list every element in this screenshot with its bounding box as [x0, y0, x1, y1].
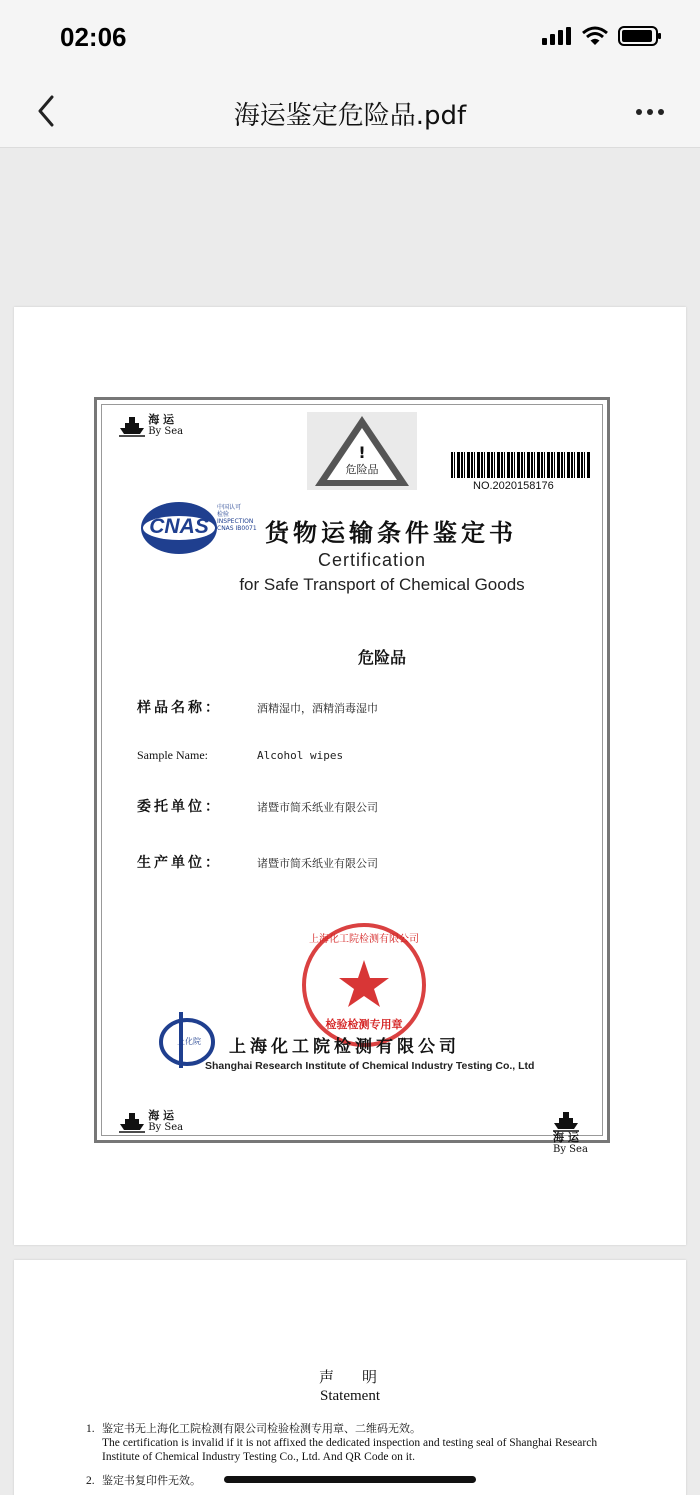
home-indicator[interactable] — [224, 1476, 476, 1483]
hazard-label: 危险品 — [345, 463, 379, 476]
seal-text-bottom: 检验检测专用章 — [325, 1018, 403, 1031]
pdf-page-1[interactable] — [14, 307, 686, 1245]
official-seal — [299, 920, 429, 1050]
nav-bar — [0, 75, 700, 148]
ship-icon — [119, 1111, 145, 1133]
hazard-warning-sign — [307, 412, 417, 490]
field-label-sample-name-en: Sample Name: — [137, 748, 208, 762]
barcode-number: NO.2020158176 — [473, 480, 554, 492]
corner-by-sea-bottom-left: 海 运 By Sea — [119, 1110, 183, 1134]
field-value-sample-name-cn: 酒精湿巾，酒精消毒湿巾 — [257, 702, 378, 715]
back-button[interactable] — [28, 93, 64, 129]
statement-item-cn: 鉴定书复印件无效。 — [102, 1474, 201, 1487]
statement-item-en: The certification is invalid if it is not affixed the dedicated inspection and testing seal of Shanghai Research Institute of Chemical Industry Testing Co., Ltd. And QR Code on it. — [102, 1437, 598, 1463]
pdf-page-2[interactable] — [14, 1260, 686, 1495]
statement-title-en: Statement — [320, 1388, 380, 1404]
status-icons — [542, 26, 662, 46]
field-value-sample-name-en: Alcohol wipes — [257, 749, 344, 762]
certificate-title-cn: 货物运输条件鉴定书 — [265, 518, 517, 547]
status-bar — [0, 0, 700, 75]
hazard-heading: 危险品 — [357, 648, 406, 667]
ship-icon — [553, 1110, 579, 1132]
barcode — [451, 452, 591, 478]
document-title: 海运鉴定危险品.pdf — [233, 101, 467, 131]
corner-by-sea-top-left: 海 运 By Sea — [119, 414, 183, 438]
certificate-title-en-1: Certification — [317, 550, 427, 570]
field-label-manufacturer: 生产单位： — [137, 855, 222, 871]
warning-triangle-icon — [307, 412, 417, 490]
institute-name-cn: 上海化工院检测有限公司 — [229, 1037, 460, 1057]
ellipsis-icon — [636, 109, 642, 115]
field-value-client: 诸暨市简禾纸业有限公司 — [257, 801, 378, 814]
institute-name-en: Shanghai Research Institute of Chemical Industry Testing Co., Ltd — [205, 1060, 535, 1072]
signal-icon — [542, 27, 572, 45]
cnas-accreditation-text: 中国认可 检验 INSPECTION CNAS IB0071 — [217, 504, 257, 532]
statement-item: 1. 鉴定书无上海化工院检测有限公司检验检测专用章、二维码无效。 The certification is invalid if it is not affixed the dedicated inspection and testing seal of Shanghai Research Institute of Chemical Industry Testing Co., Ltd. And QR Code on it. — [102, 1422, 622, 1464]
statement-title-cn: 声明 — [318, 1368, 405, 1386]
field-label-client: 委托单位： — [137, 799, 222, 815]
seal-text-top: 上海化工院检测有限公司 — [309, 934, 419, 945]
more-button[interactable] — [630, 97, 670, 127]
corner-by-sea-bottom-right: 海 运 By Sea — [553, 1110, 607, 1156]
chevron-left-icon — [36, 95, 56, 127]
field-label-sample-name-cn: 样品名称： — [137, 700, 222, 716]
battery-icon — [618, 26, 662, 46]
ship-icon — [119, 415, 145, 437]
statement-item: 2. 鉴定书复印件无效。 — [102, 1474, 622, 1488]
statement-item-cn: 鉴定书无上海化工院检测有限公司检验检测专用章、二维码无效。 — [102, 1422, 421, 1435]
wifi-icon — [582, 26, 608, 46]
cnas-logo-text: CNAS — [149, 515, 209, 538]
institute-logo-text: 上化院 — [177, 1037, 201, 1046]
field-value-manufacturer: 诸暨市简禾纸业有限公司 — [257, 857, 378, 870]
certificate-frame — [94, 397, 610, 1155]
svg-text:!: ! — [358, 443, 366, 462]
status-time: 02:06 — [60, 22, 127, 52]
certificate-title-en-2: for Safe Transport of Chemical Goods — [239, 575, 525, 594]
